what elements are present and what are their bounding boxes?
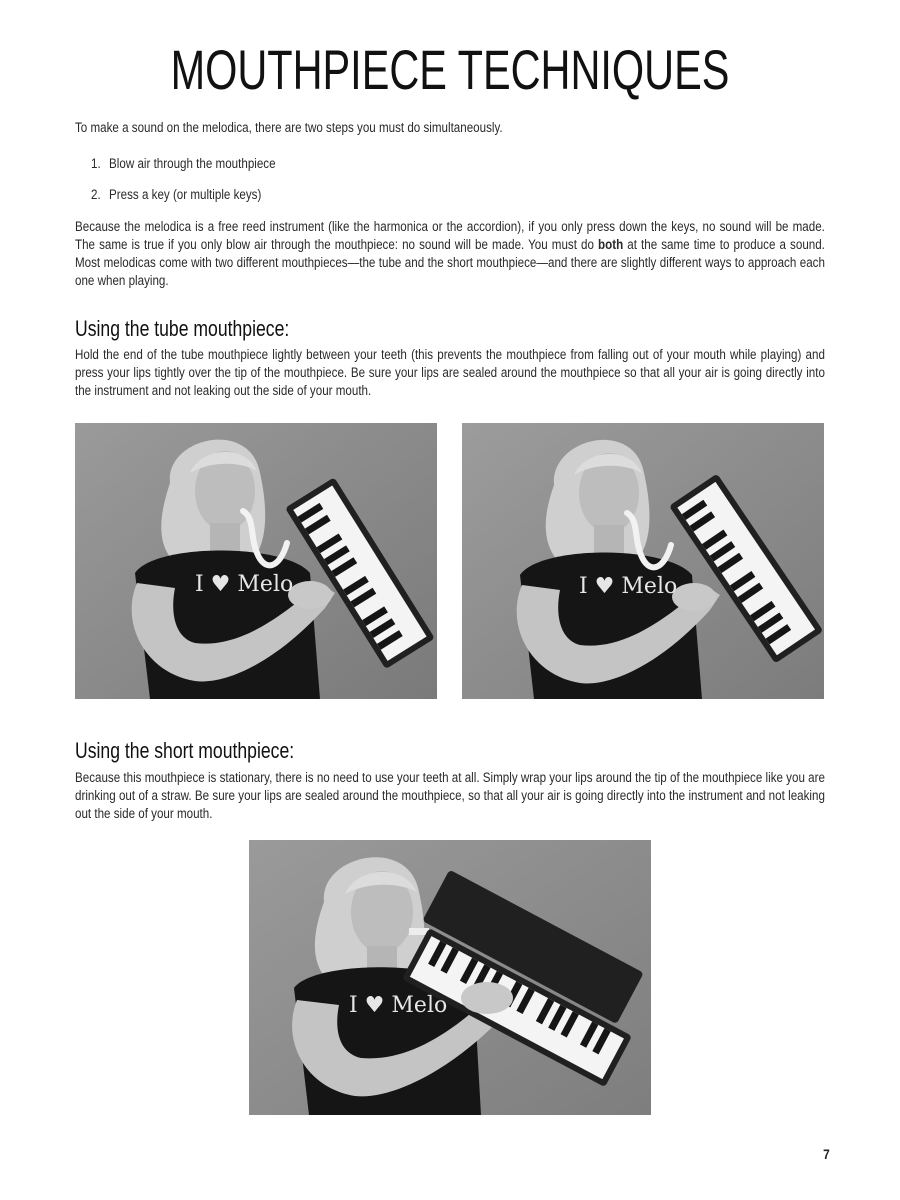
tube-section-heading: Using the tube mouthpiece: xyxy=(75,316,290,341)
tube-mouthpiece-photo-1 xyxy=(75,423,437,699)
explanation-text-end: at the same time to produce a sound. Most melodicas come with two different mouthpieces—the tube and the short mouthpiece—and there are slightly different ways to approach each one when playing. xyxy=(75,237,825,288)
photo-illustration xyxy=(75,423,437,699)
short-section-heading: Using the short mouthpiece: xyxy=(75,738,295,763)
explanation-paragraph xyxy=(75,218,825,290)
photo-illustration xyxy=(462,423,824,699)
list-item xyxy=(91,186,261,204)
page-number: 7 xyxy=(823,1146,830,1162)
short-section-body: Because this mouthpiece is stationary, there is no need to use your teeth at all. Simply wrap your lips around the tip of the mouthpiece like you are drinking out of a straw. Be sure your lips are sealed around the mouthpiece, so that all your air is going directly into the instrument and not leaking out the side of your mouth. xyxy=(75,770,825,821)
shirt-print: I ♥ Melo xyxy=(349,993,448,1018)
explanation-text-start: Because the melodica is a free reed instrument (like the harmonica or the accordion), if you only press down the keys, no sound will be made. The same is true if you only blow air through the mouthpiece: no sound will be made. You must do xyxy=(75,219,825,252)
tube-section-body: Hold the end of the tube mouthpiece lightly between your teeth (this prevents the mouthpiece from falling out of your mouth while playing) and press your lips tightly over the tip of the mouthpiece. Be sure your lips are sealed around the mouthpiece so that all your air is going directly into the instrument and not leaking out the side of your mouth. xyxy=(75,347,825,398)
emphasis-both: both xyxy=(598,237,624,252)
page-title: MOUTHPIECE TECHNIQUES xyxy=(170,38,730,101)
intro-paragraph: To make a sound on the melodica, there are two steps you must do simultaneously. xyxy=(75,120,503,135)
list-item xyxy=(91,155,276,173)
short-mouthpiece-photo xyxy=(249,840,651,1115)
photo-illustration xyxy=(249,840,651,1115)
tube-mouthpiece-photo-2 xyxy=(462,423,824,699)
list-item-number: 2. xyxy=(91,187,101,202)
shirt-print: I ♥ Melo xyxy=(579,574,678,599)
shirt-print: I ♥ Melo xyxy=(195,572,294,597)
list-item-text: Press a key (or multiple keys) xyxy=(109,187,262,202)
list-item-number: 1. xyxy=(91,156,101,171)
list-item-text: Blow air through the mouthpiece xyxy=(109,156,276,171)
